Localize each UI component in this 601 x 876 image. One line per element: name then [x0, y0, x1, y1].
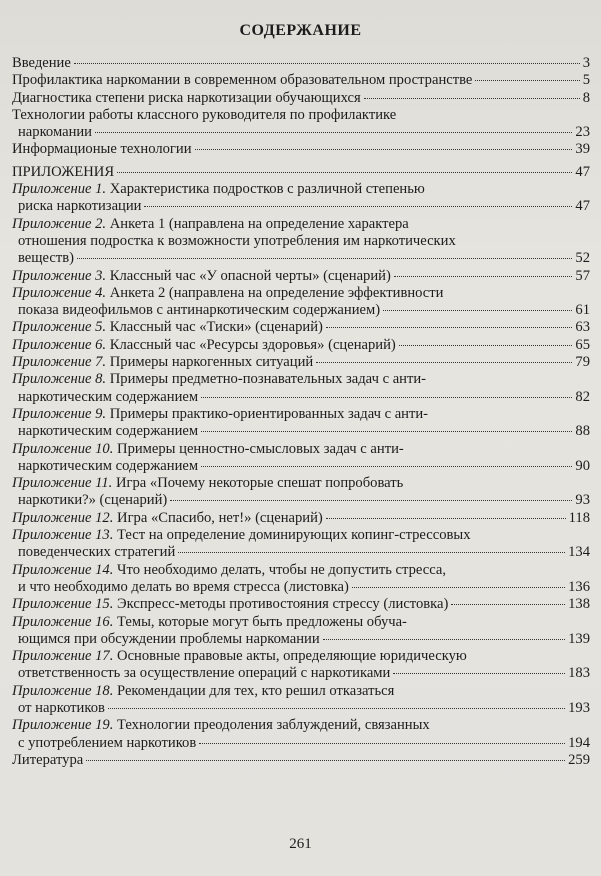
- toc-page-number: 8: [582, 89, 590, 106]
- toc-entry-title: Классный час «Ресурсы здоровья» (сценарий): [106, 336, 396, 353]
- toc-entry-text: [12, 717, 430, 733]
- dot-leader: [399, 345, 573, 346]
- toc-entry-title: Игра «Спасибо, нет!» (сценарий): [113, 509, 323, 526]
- dot-leader: [364, 98, 580, 99]
- dot-leader: [74, 63, 580, 64]
- toc-entry-line: [12, 216, 590, 233]
- table-of-contents: [12, 55, 590, 769]
- toc-entry[interactable]: [12, 55, 590, 72]
- appendix-label: Приложение 5.: [12, 319, 107, 336]
- toc-page-number: 90: [575, 457, 590, 474]
- toc-entry-text: [12, 752, 83, 769]
- toc-entry-last-line: [12, 665, 590, 682]
- toc-entry-title: отношения подростка к возможности употребления им наркотических: [18, 232, 456, 249]
- toc-entry-last-line: [12, 337, 590, 354]
- toc-entry-text: [18, 198, 141, 215]
- toc-page-number: 259: [568, 751, 590, 768]
- toc-page-number: 136: [568, 578, 590, 595]
- toc-page-number: 79: [575, 354, 590, 371]
- dot-leader: [326, 327, 573, 328]
- toc-entry-title: ответственность за осуществление операций с наркотиками: [18, 665, 391, 682]
- dot-leader: [201, 466, 572, 467]
- toc-entry-title: Диагностика степени риска наркотизации обучающихся: [12, 89, 361, 106]
- toc-entry[interactable]: [12, 141, 590, 158]
- dot-leader: [195, 149, 573, 150]
- appendix-label: Приложение 18.: [12, 682, 114, 699]
- toc-entry-text: [12, 285, 443, 301]
- toc-entry-title: наркотическим содержанием: [18, 457, 199, 474]
- toc-entry[interactable]: [12, 406, 590, 441]
- toc-entry-last-line: [12, 510, 590, 527]
- toc-entry[interactable]: [12, 181, 590, 216]
- toc-page-number: 5: [582, 72, 590, 89]
- dot-leader: [316, 362, 572, 363]
- toc-entry-title: Введение: [12, 55, 71, 71]
- toc-page-number: 193: [568, 699, 590, 716]
- toc-page-number: 65: [575, 336, 590, 353]
- toc-entry-line: [12, 683, 590, 700]
- toc-entry-last-line: [12, 458, 590, 475]
- toc-entry-title: Примеры наркогенных ситуаций: [106, 354, 314, 371]
- toc-entry-text: [18, 302, 380, 319]
- appendix-label: Приложение 19.: [12, 717, 114, 734]
- toc-entry-title: Тест на определение доминирующих копинг-стрессовых: [113, 527, 471, 544]
- toc-entry-text: [18, 233, 456, 249]
- toc-entry-text: [12, 562, 446, 578]
- appendix-label: Приложение 12.: [12, 509, 114, 526]
- toc-entry-title: поведенческих стратегий: [18, 544, 176, 561]
- toc-entry-text: [18, 458, 198, 475]
- toc-page-number: 3: [582, 55, 590, 71]
- toc-entry-text: [18, 631, 320, 648]
- toc-page-number: 61: [575, 302, 590, 319]
- toc-page-number: 47: [575, 163, 590, 180]
- dot-leader: [95, 132, 572, 133]
- toc-entry-text: [12, 90, 361, 107]
- appendix-label: Приложение 2.: [12, 215, 107, 232]
- toc-page-number: 118: [568, 509, 590, 526]
- toc-entry-text: [12, 510, 323, 527]
- toc-entry-title: показа видеофильмов с антинаркотическим содержанием): [18, 302, 381, 319]
- toc-entry-last-line: [12, 72, 590, 89]
- toc-entry-title: Рекомендации для тех, кто решил отказаться: [113, 682, 395, 699]
- dot-leader: [170, 500, 572, 501]
- dot-leader: [352, 587, 565, 588]
- toc-entry[interactable]: [12, 268, 590, 285]
- toc-entry-last-line: [12, 268, 590, 285]
- appendix-label: Приложение 16.: [12, 613, 114, 630]
- toc-entry-line: [12, 371, 590, 388]
- dot-leader: [323, 639, 565, 640]
- toc-entry-text: [12, 55, 71, 72]
- toc-entry-text: [12, 268, 391, 285]
- toc-entry-line: [12, 107, 590, 124]
- dot-leader: [475, 80, 579, 81]
- toc-entry-last-line: [12, 596, 590, 613]
- toc-entry-text: [12, 319, 323, 336]
- toc-entry[interactable]: [12, 441, 590, 476]
- toc-entry-text: [12, 683, 394, 699]
- toc-entry-title: Анкета 2 (направлена на определение эффективности: [106, 284, 444, 301]
- toc-entry-last-line: [12, 164, 590, 181]
- toc-entry-text: [18, 735, 196, 752]
- toc-page-number: 23: [575, 124, 590, 141]
- dot-leader: [383, 310, 572, 311]
- toc-page-number: 194: [568, 734, 590, 751]
- toc-entry-title: Классный час «У опасной черты» (сценарий): [106, 267, 391, 284]
- appendix-label: Приложение 4.: [12, 284, 107, 301]
- toc-entry-text: [18, 250, 74, 267]
- toc-page-number: 183: [568, 665, 590, 682]
- appendix-label: Приложение 1.: [12, 181, 107, 198]
- dot-leader: [86, 760, 565, 761]
- toc-entry-last-line: [12, 198, 590, 215]
- toc-entry-title: ющимся при обсуждении проблемы наркомании: [18, 630, 320, 647]
- dot-leader: [394, 276, 573, 277]
- toc-entry-text: [18, 579, 349, 596]
- toc-page-number: 63: [575, 319, 590, 336]
- toc-entry-text: [12, 614, 407, 630]
- toc-entry-title: Игра «Почему некоторые спешат попробовать: [112, 475, 404, 492]
- toc-entry-last-line: [12, 752, 590, 769]
- toc-entry-title: Литература: [12, 751, 84, 768]
- toc-entry-line: [12, 562, 590, 579]
- toc-entry-title: и что необходимо делать во время стресса (листовка): [18, 578, 349, 595]
- toc-entry-title: Технологии работы классного руководителя по профилактике: [12, 106, 397, 123]
- toc-entry-title: веществ): [18, 250, 74, 267]
- toc-entry-title: Анкета 1 (направлена на определение характера: [106, 215, 409, 232]
- toc-entry-last-line: [12, 631, 590, 648]
- toc-entry-title: наркотики?» (сценарий): [18, 492, 168, 509]
- toc-entry-text: [12, 181, 425, 197]
- toc-entry[interactable]: [12, 596, 590, 613]
- toc-entry[interactable]: [12, 752, 590, 769]
- dot-leader: [451, 604, 565, 605]
- toc-entry-text: [18, 492, 167, 509]
- toc-entry-title: наркотическим содержанием: [18, 388, 199, 405]
- toc-entry-text: [12, 107, 396, 123]
- toc-entry-title: Характеристика подростков с различной степенью: [106, 181, 425, 198]
- toc-entry[interactable]: [12, 285, 590, 320]
- toc-entry-line: [12, 285, 590, 302]
- toc-page-number: 39: [575, 141, 590, 158]
- toc-entry-last-line: [12, 423, 590, 440]
- toc-entry-line: [12, 614, 590, 631]
- dot-leader: [77, 258, 572, 259]
- toc-entry[interactable]: [12, 527, 590, 562]
- toc-entry-line: [12, 233, 590, 250]
- toc-page-number: 47: [575, 198, 590, 215]
- toc-entry-text: [12, 141, 192, 158]
- toc-entry[interactable]: [12, 510, 590, 527]
- toc-entry-line: [12, 717, 590, 734]
- toc-entry-title: с употреблением наркотиков: [18, 734, 197, 751]
- dot-leader: [144, 206, 572, 207]
- toc-entry[interactable]: [12, 107, 590, 142]
- toc-entry-title: Экспресс-методы противостояния стрессу (листовка): [113, 596, 449, 613]
- toc-entry-title: Примеры предметно-познавательных задач с анти-: [106, 371, 427, 388]
- dot-leader: [108, 708, 565, 709]
- toc-entry[interactable]: [12, 475, 590, 510]
- toc-entry-last-line: [12, 700, 590, 717]
- toc-entry-last-line: [12, 389, 590, 406]
- appendix-label: Приложение 8.: [12, 371, 107, 388]
- toc-entry-text: [12, 406, 428, 422]
- toc-entry-last-line: [12, 55, 590, 72]
- toc-entry-title: Профилактика наркомании в современном образовательном пространстве: [12, 72, 473, 89]
- appendix-label: Приложение 15.: [12, 596, 114, 613]
- dot-leader: [117, 172, 572, 173]
- dot-leader: [393, 673, 565, 674]
- toc-entry[interactable]: [12, 337, 590, 354]
- toc-entry[interactable]: [12, 164, 590, 181]
- toc-entry[interactable]: [12, 354, 590, 371]
- appendix-label: Приложение 10.: [12, 440, 114, 457]
- toc-entry-text: [18, 665, 390, 682]
- dot-leader: [201, 397, 572, 398]
- appendix-label: Приложение 7.: [12, 354, 107, 371]
- toc-page-number: 139: [568, 630, 590, 647]
- dot-leader: [199, 743, 565, 744]
- toc-entry-title: от наркотиков: [18, 699, 105, 716]
- toc-entry-line: [12, 406, 590, 423]
- toc-entry-title: риска наркотизации: [18, 198, 142, 215]
- toc-entry-last-line: [12, 544, 590, 561]
- toc-entry[interactable]: [12, 90, 590, 107]
- toc-entry-text: [12, 475, 403, 491]
- toc-entry-line: [12, 475, 590, 492]
- toc-entry-text: [12, 648, 467, 664]
- toc-page-number: 134: [568, 544, 590, 561]
- appendix-label: Приложение 6.: [12, 336, 107, 353]
- toc-entry-last-line: [12, 354, 590, 371]
- page-title: СОДЕРЖАНИЕ: [239, 22, 362, 39]
- dot-leader: [178, 552, 565, 553]
- appendix-label: Приложение 14.: [12, 561, 114, 578]
- appendix-label: Приложение 9.: [12, 405, 107, 422]
- toc-entry-title: Примеры практико-ориентированных задач с анти-: [106, 405, 429, 422]
- toc-entry[interactable]: [12, 72, 590, 89]
- toc-entry-text: [12, 371, 426, 387]
- toc-page-number: 82: [575, 388, 590, 405]
- toc-entry-title: Информационые технологии: [12, 141, 192, 158]
- toc-entry-title: Технологии преодоления заблуждений, связанных: [113, 717, 430, 734]
- toc-entry-text: [18, 423, 198, 440]
- toc-entry-line: [12, 648, 590, 665]
- toc-entry-text: [18, 389, 198, 406]
- toc-entry-text: [18, 544, 175, 561]
- toc-entry-text: [18, 700, 105, 717]
- toc-entry-text: [12, 354, 313, 371]
- toc-entry-last-line: [12, 492, 590, 509]
- toc-entry-text: [18, 124, 92, 141]
- toc-entry-title: ПРИЛОЖЕНИЯ: [12, 163, 115, 180]
- dot-leader: [201, 431, 572, 432]
- toc-entry-text: [12, 164, 114, 181]
- toc-entry-last-line: [12, 302, 590, 319]
- toc-entry-title: Темы, которые могут быть предложены обуча-: [113, 613, 407, 630]
- toc-entry-line: [12, 527, 590, 544]
- toc-entry[interactable]: [12, 614, 590, 649]
- toc-page-number: 52: [575, 250, 590, 267]
- toc-page-number: 138: [568, 596, 590, 613]
- toc-entry-title: Классный час «Тиски» (сценарий): [106, 319, 323, 336]
- toc-entry-text: [12, 72, 472, 89]
- toc-page-number: 57: [575, 267, 590, 284]
- toc-entry-line: [12, 441, 590, 458]
- toc-entry-text: [12, 337, 396, 354]
- toc-entry-last-line: [12, 735, 590, 752]
- toc-entry-last-line: [12, 124, 590, 141]
- toc-entry[interactable]: [12, 562, 590, 597]
- toc-entry-title: Что необходимо делать, чтобы не допустить стресса,: [113, 561, 446, 578]
- toc-entry-last-line: [12, 90, 590, 107]
- toc-entry-text: [12, 596, 448, 613]
- appendix-label: Приложение 3.: [12, 267, 107, 284]
- toc-entry-title: Примеры ценностно-смысловых задач с анти-: [113, 440, 404, 457]
- toc-entry-text: [12, 441, 404, 457]
- toc-entry[interactable]: [12, 319, 590, 336]
- appendix-label: Приложение 13.: [12, 527, 114, 544]
- toc-entry[interactable]: [12, 648, 590, 683]
- toc-entry-title: Основные правовые акты, определяющие юридическую: [113, 648, 467, 665]
- toc-entry[interactable]: [12, 371, 590, 406]
- toc-entry-title: наркомании: [18, 124, 92, 141]
- appendix-label: Приложение 17.: [12, 648, 114, 665]
- toc-entry[interactable]: [12, 717, 590, 752]
- page-number: 261: [289, 836, 312, 852]
- toc-page-number: 88: [575, 423, 590, 440]
- toc-entry-last-line: [12, 579, 590, 596]
- dot-leader: [326, 518, 566, 519]
- toc-entry[interactable]: [12, 683, 590, 718]
- toc-entry[interactable]: [12, 216, 590, 268]
- toc-entry-last-line: [12, 319, 590, 336]
- toc-entry-text: [12, 216, 409, 232]
- toc-page-number: 93: [575, 492, 590, 509]
- appendix-label: Приложение 11.: [12, 475, 113, 492]
- toc-entry-title: наркотическим содержанием: [18, 423, 199, 440]
- toc-entry-line: [12, 181, 590, 198]
- toc-entry-text: [12, 527, 471, 543]
- toc-entry-last-line: [12, 141, 590, 158]
- toc-entry-last-line: [12, 250, 590, 267]
